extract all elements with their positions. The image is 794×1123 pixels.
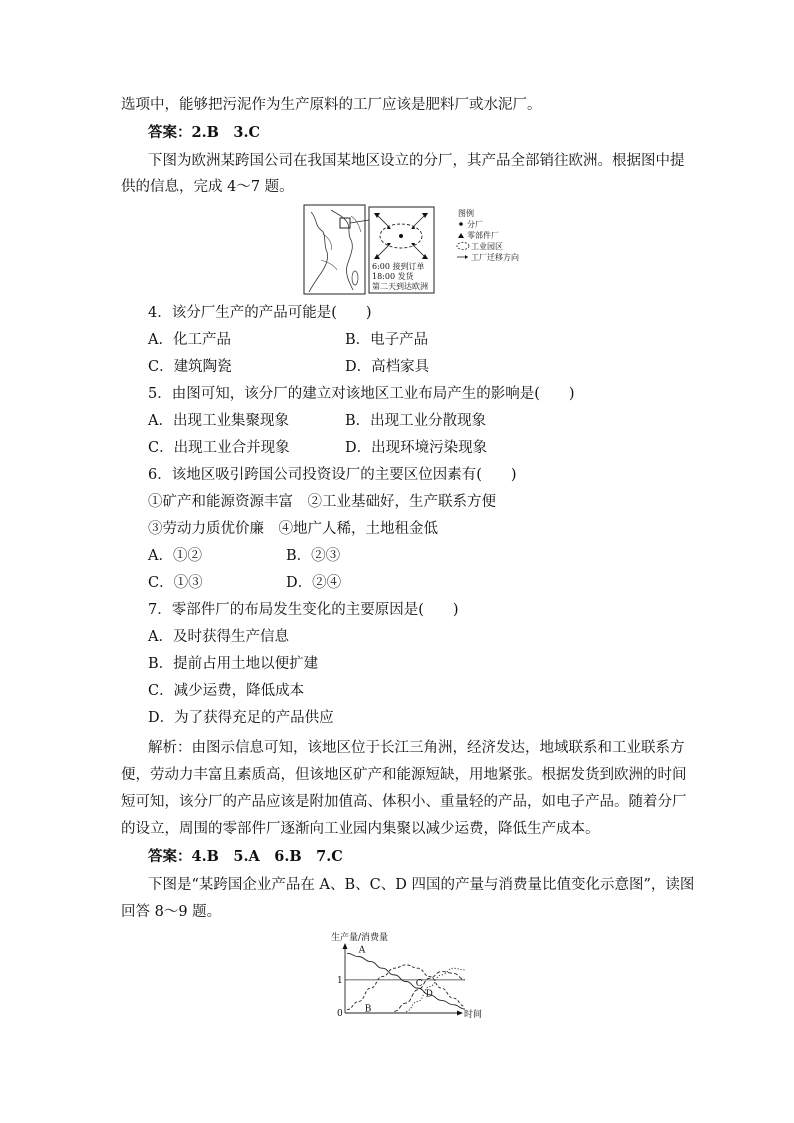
question-7: 7．零部件厂的布局发生变化的主要原因是( ) bbox=[148, 602, 459, 618]
series-line-a bbox=[347, 953, 465, 1009]
statement-line: ③劳动力质优价廉 ④地广人稀，土地租金低 bbox=[148, 521, 438, 537]
option-a: A．及时获得生产信息 bbox=[148, 629, 289, 645]
china-coast-map bbox=[304, 205, 369, 294]
schedule-line-3: 第二天到达欧洲 bbox=[372, 282, 428, 291]
map-figure bbox=[303, 204, 533, 296]
intro-line: 下图是“某跨国企业产品在 A、B、C、D 四国的产量与消费量比值变化示意图”，读图 bbox=[148, 877, 695, 893]
intro-line: 下图为欧洲某跨国公司在我国某地区设立的分厂，其产品全部销往欧洲。根据图中提 bbox=[148, 153, 685, 169]
legend-title: 图例 bbox=[458, 209, 474, 218]
option-b: B．提前占用土地以便扩建 bbox=[148, 656, 319, 672]
series-label-a: A bbox=[358, 945, 366, 956]
series-label-c: C bbox=[415, 978, 423, 989]
answer-line: 答案：2.B 3.C bbox=[148, 124, 261, 141]
option-a: A．出现工业集聚现象 bbox=[148, 413, 289, 429]
option-d: D．高档家具 bbox=[345, 359, 430, 375]
legend-item: 分厂 bbox=[467, 220, 483, 229]
analysis-line: 的设立，周围的零部件厂逐渐向工业园内集聚以减少运费，降低生产成本。 bbox=[121, 821, 600, 837]
intro-line: 供的信息，完成 4～7 题。 bbox=[121, 179, 294, 195]
series-label-d: D bbox=[425, 989, 433, 1000]
option-c: C．建筑陶瓷 bbox=[148, 359, 232, 375]
text-line: 选项中，能够把污泥作为生产原料的工厂应该是肥料厂或水泥厂。 bbox=[121, 97, 542, 113]
question-4: 4．该分厂生产的产品可能是( ) bbox=[148, 305, 372, 321]
parts-factory-symbol bbox=[458, 233, 464, 238]
option-b: B．出现工业分散现象 bbox=[345, 413, 487, 429]
statement-line: ①矿产和能源资源丰富 ②工业基础好，生产联系方便 bbox=[148, 494, 496, 510]
legend bbox=[457, 208, 519, 262]
option-d: D．出现环境污染现象 bbox=[345, 440, 488, 456]
option-b: B．电子产品 bbox=[345, 332, 429, 348]
intro-line: 回答 8～9 题。 bbox=[121, 904, 222, 920]
schedule-line-1: 6:00 接到订单 bbox=[372, 262, 425, 271]
analysis-line: 便，劳动力丰富且素质高，但该地区矿产和能源短缺，用地紧张。根据发货到欧洲的时间 bbox=[121, 767, 687, 783]
y-axis-label: 生产量/消费量 bbox=[331, 933, 389, 943]
legend-item: 工业园区 bbox=[471, 242, 503, 251]
option-a: A．①② bbox=[148, 548, 202, 564]
option-a: A．化工产品 bbox=[148, 332, 231, 348]
schedule-line-2: 18:00 发货 bbox=[372, 272, 414, 281]
park-symbol bbox=[457, 243, 469, 250]
analysis-line: 解析：由图示信息可知，该地区位于长江三角洲，经济发达，地域联系和工业联系方 bbox=[148, 740, 685, 756]
option-c: C．①③ bbox=[148, 575, 203, 591]
x-axis-label: 时间 bbox=[464, 1010, 483, 1020]
analysis-line: 短可知，该分厂的产品应该是附加值高、体积小、重量轻的产品，如电子产品。随着分厂 bbox=[121, 794, 687, 810]
tick-label: 0 bbox=[337, 1009, 343, 1019]
option-c: C．减少运费，降低成本 bbox=[148, 683, 305, 699]
option-d: D．②④ bbox=[286, 575, 342, 591]
series-label-b: B bbox=[364, 1004, 372, 1015]
factory-symbol bbox=[459, 222, 463, 226]
question-6: 6．该地区吸引跨国公司投资设厂的主要区位因素有( ) bbox=[148, 467, 517, 483]
legend-item: 工厂迁移方向 bbox=[471, 253, 519, 262]
legend-item: 零部件厂 bbox=[467, 231, 499, 240]
option-c: C．出现工业合并现象 bbox=[148, 440, 290, 456]
option-d: D．为了获得充足的产品供应 bbox=[148, 710, 334, 726]
ratio-chart bbox=[325, 928, 495, 1020]
tick-label: 1 bbox=[337, 975, 343, 986]
answer-line: 答案：4.B 5.A 6.B 7.C bbox=[148, 848, 343, 865]
question-5: 5．由图可知，该分厂的建立对该地区工业布局产生的影响是( ) bbox=[148, 386, 575, 402]
option-b: B．②③ bbox=[286, 548, 341, 564]
